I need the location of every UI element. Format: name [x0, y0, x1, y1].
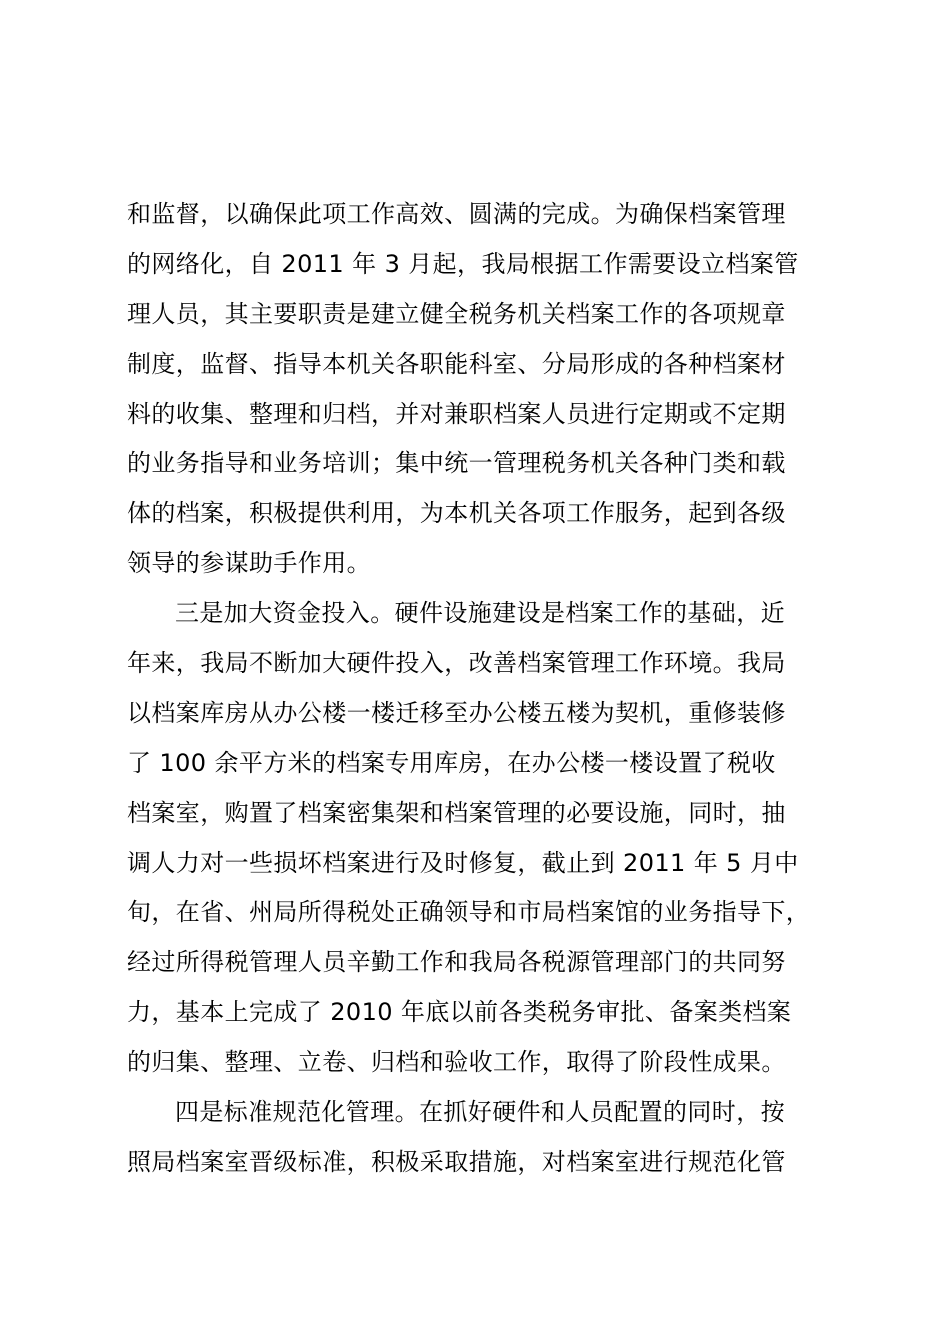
- text-line: 了 100 余平方米的档案专用库房，在办公楼一楼设置了税收: [127, 748, 776, 777]
- text-line: 年来，我局不断加大硬件投入，改善档案管理工作环境。我局: [127, 649, 786, 678]
- text-line: 以档案库房从办公楼一楼迁移至办公楼五楼为契机，重修装修: [127, 698, 786, 727]
- text-line: 的业务指导和业务培训；集中统一管理税务机关各种门类和载: [127, 449, 786, 478]
- text-line: 和监督，以确保此项工作高效、圆满的完成。为确保档案管理: [127, 200, 786, 228]
- text-line: 三是加大资金投入。硬件设施建设是档案工作的基础，近: [175, 599, 785, 628]
- text-line: 的归集、整理、立卷、归档和验收工作，取得了阶段性成果。: [127, 1048, 786, 1077]
- document-body: [127, 194, 827, 1192]
- paragraph-3: [127, 1092, 827, 1192]
- text-line: 旬，在省、州局所得税处正确领导和市局档案馆的业务指导下，: [127, 898, 811, 927]
- text-line: 制度，监督、指导本机关各职能科室、分局形成的各种档案材: [127, 349, 786, 378]
- text-line: 四是标准规范化管理。在抓好硬件和人员配置的同时，按: [175, 1098, 785, 1127]
- text-line: 理人员，其主要职责是建立健全税务机关档案工作的各项规章: [127, 299, 786, 328]
- text-line: 力，基本上完成了 2010 年底以前各类税务审批、备案类档案: [127, 998, 792, 1027]
- text-line: 的网络化，自 2011 年 3 月起，我局根据工作需要设立档案管: [127, 249, 799, 278]
- text-line: 体的档案，积极提供利用，为本机关各项工作服务，起到各级: [127, 499, 786, 528]
- paragraph-1: [127, 194, 827, 593]
- text-line: 料的收集、整理和归档，并对兼职档案人员进行定期或不定期: [127, 399, 786, 428]
- text-line: 照局档案室晋级标准，积极采取措施，对档案室进行规范化管: [127, 1147, 786, 1176]
- text-line: 档案室，购置了档案密集架和档案管理的必要设施，同时，抽: [127, 798, 786, 827]
- text-line: 经过所得税管理人员辛勤工作和我局各税源管理部门的共同努: [127, 948, 786, 977]
- text-line: 调人力对一些损坏档案进行及时修复，截止到 2011 年 5 月中: [127, 848, 799, 877]
- paragraph-2: [127, 593, 827, 1092]
- text-line: 领导的参谋助手作用。: [127, 549, 371, 578]
